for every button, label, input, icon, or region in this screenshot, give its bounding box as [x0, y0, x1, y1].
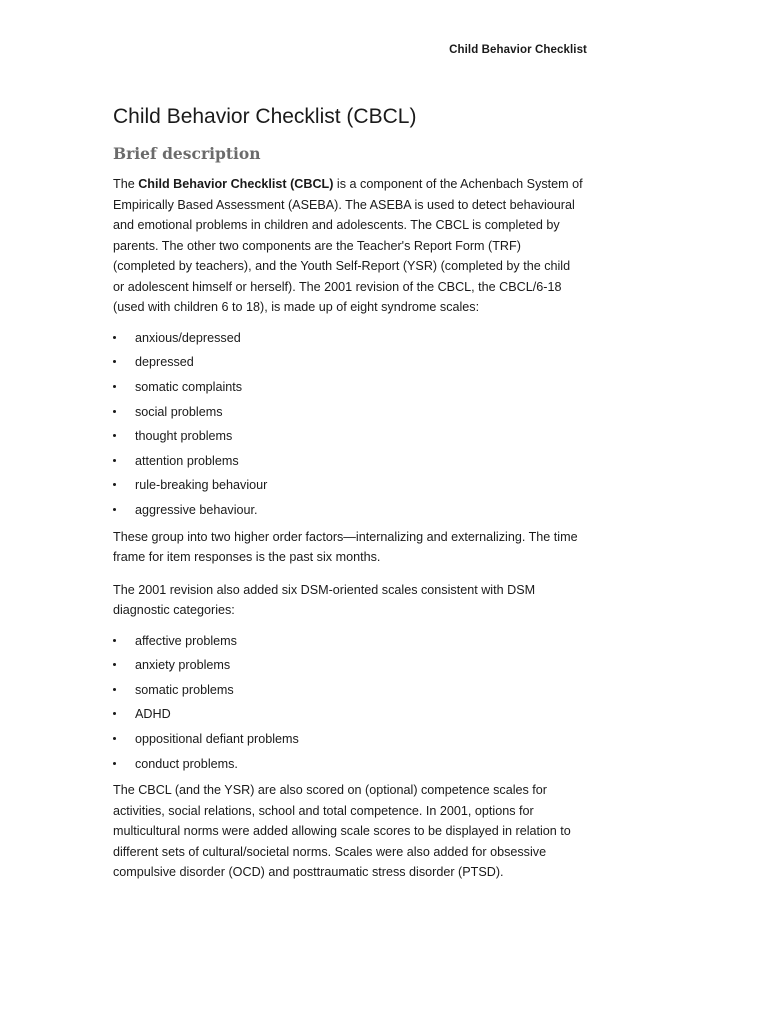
closing-paragraph: The CBCL (and the YSR) are also scored on (optional) competence scales for activities, social relations, school and total competence. In 2001, options for multicultural norms were added allowing scale scores to be displayed in relation to different sets of cultural/societal norms. Scales were also added for obsessive compulsive disorder (OCD) and posttraumatic stress disorder (PTSD). — [113, 783, 571, 880]
bullet-icon — [113, 410, 116, 413]
list-item — [113, 428, 583, 444]
list-item-text: conduct problems. — [135, 756, 238, 771]
list-item-text: depressed — [135, 355, 194, 370]
bullet-icon — [113, 483, 116, 486]
list-item — [113, 404, 583, 420]
list-item — [113, 453, 583, 469]
list-item — [113, 706, 583, 722]
document-title: Child Behavior Checklist (CBCL) — [113, 105, 417, 128]
list-item-text: anxious/depressed — [135, 330, 241, 345]
bullet-icon — [113, 712, 116, 715]
bullet-icon — [113, 360, 116, 363]
list-item — [113, 657, 583, 673]
list-item-text: affective problems — [135, 633, 237, 648]
intro-bold-term: Child Behavior Checklist (CBCL) — [138, 177, 334, 192]
list-item-text: ADHD — [135, 707, 171, 722]
list-item-text: thought problems — [135, 429, 233, 444]
section-heading: Brief description — [113, 144, 261, 164]
bullet-icon — [113, 663, 116, 666]
bullet-icon — [113, 336, 116, 339]
list-item-text: anxiety problems — [135, 658, 231, 673]
list-item-text: somatic complaints — [135, 380, 243, 395]
list-item-text: rule-breaking behaviour — [135, 478, 268, 493]
document-body — [113, 104, 583, 895]
bullet-icon — [113, 508, 116, 511]
list-item — [113, 633, 583, 649]
list-item-text: oppositional defiant problems — [135, 731, 299, 746]
bullet-icon — [113, 762, 116, 765]
list-item — [113, 756, 583, 772]
intro-paragraph — [113, 174, 583, 318]
intro-pre: The — [113, 177, 139, 192]
list-item — [113, 682, 583, 698]
syndrome-scales-list — [113, 330, 583, 518]
bullet-icon — [113, 688, 116, 691]
dsm-scales-list — [113, 633, 583, 772]
bullet-icon — [113, 385, 116, 388]
list-item — [113, 477, 583, 493]
bullet-icon — [113, 639, 116, 642]
list-item — [113, 354, 583, 370]
list-item — [113, 502, 583, 518]
list-item-text: attention problems — [135, 453, 239, 468]
list-item-text: somatic problems — [135, 682, 234, 697]
list-item — [113, 330, 583, 346]
list-item-text: aggressive behaviour. — [135, 502, 258, 517]
higher-order-paragraph: These group into two higher order factors—internalizing and externalizing. The time frame for item responses is the past six months. — [113, 529, 578, 565]
running-header: Child Behavior Checklist — [449, 44, 587, 56]
bullet-icon — [113, 459, 116, 462]
list-item — [113, 731, 583, 747]
intro-post: is a component of the Achenbach System of Empirically Based Assessment (ASEBA). The ASEBA is used to detect behavioural and emotional problems in children and adolescents. The CBCL is completed by parents. The other two components are the Teacher's Report Form (TRF) (completed by teachers), and the Youth Self-Report (YSR) (completed by the child or adolescent himself or herself). The 2001 revision of the CBCL, the CBCL/6-18 (used with children 6 to 18), is made up of eight syndrome scales: — [113, 177, 583, 315]
list-item — [113, 379, 583, 395]
bullet-icon — [113, 737, 116, 740]
dsm-intro-paragraph: The 2001 revision also added six DSM-oriented scales consistent with DSM diagnostic categories: — [113, 582, 536, 618]
list-item-text: social problems — [135, 404, 223, 419]
bullet-icon — [113, 434, 116, 437]
